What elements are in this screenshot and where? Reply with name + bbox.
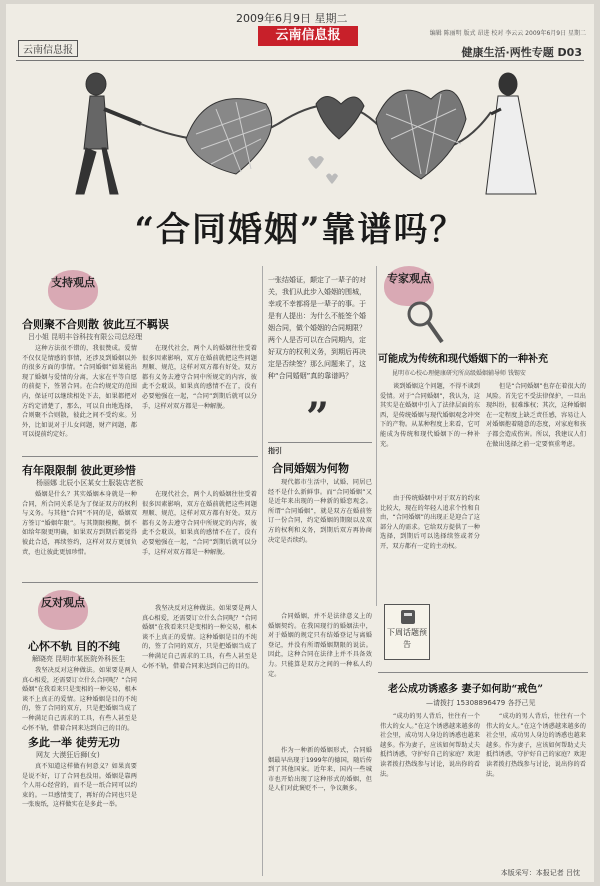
next-topic-byline: —请拨打 15308896479 各抒己见 [426, 699, 536, 707]
oppose-byline-2: 网友 大漠狂后狮(女) [36, 751, 100, 759]
guide-text-2: 合同婚姻，并不是法律意义上的婚姻契约。在我国现行的婚姻法中，对于婚姻的规定只有结婚登记与离婚登记，并没有所谓婚姻期限的说法。因此，这种合同在法律上并不具备效力。只能算是双方之间的一种私人约定。 [268, 613, 372, 678]
column-rule [376, 266, 377, 606]
support-title: 合则聚不合则散 彼此互不羁误 [22, 318, 169, 331]
expert-tag: 专家观点 [384, 266, 434, 306]
quote-mark-icon: ” [306, 394, 330, 441]
guide-text-1: 现代都市生活中，试婚、同居已经不是什么新鲜事。而“合同婚姻”又是近年来出现的一种新的婚恋观念。所谓“合同婚姻”，就是双方在婚前签订一份合同，约定婚姻的期限以及双方的权利和义务，到期后双方再协商决定是否续约。 [268, 479, 372, 544]
support-tag: 支持观点 [48, 270, 98, 310]
man-figure [76, 73, 141, 194]
hotline-box: 下周话题预告 [384, 604, 430, 660]
next-topic-text-2: “成功的男人背后，往往有一个伟大的女人。”在这个诱惑越来越多的社会里，成功男人身边的诱惑也越来越多。作为妻子，应该如何帮助丈夫抵挡诱惑，守护好自己的家庭？欢迎读者拨打热线参与讨论，说出你的看法。 [486, 713, 586, 778]
oppose-text-1: 我坚决反对这种做法。如果要是两人真心相爱，还需要订立什么合同呢？“合同婚姻”在我看来只是变相的一种交易，根本谈不上真正的爱情。这种婚姻是目的不纯的，签了合同的双方，只是把婚姻当成了一种满足自己需求的工具，有些人甚至是心怀不轨，借着合同来达到自己的目的。 [22, 667, 137, 732]
divider [268, 442, 372, 443]
oppose-text-2: 真不知道这样做有何意义？如果真要是说不好，订了合同也没用。婚姻是靠两个人用心经营的，而不是一纸合同可以约束的。一旦感情变了，再好的合同也只是一张废纸，这样做实在是多此一举。 [22, 763, 137, 809]
support-text-2: 在现代社会，两个人的婚姻往往受着很多因素影响，双方在婚前就把这些问题理顺、规范，这样对双方都有好处。双方都有义务去遵守合同中所规定的内容，彼此不会耽误，如果真的感情不在了，没有必要勉强在一起，“合同”到期后就可以分手，这样对双方都是一种解脱。 [142, 345, 257, 410]
next-topic-text-1: “成功的男人背后，往往有一个伟大的女人。”在这个诱惑越来越多的社会里，成功男人身边的诱惑也越来越多。作为妻子，应该如何帮助丈夫抵挡诱惑，守护好自己的家庭？欢迎读者拨打热线参与讨论，说出你的看法。 [380, 713, 480, 778]
newspaper-page [6, 4, 594, 882]
woman-figure [486, 73, 536, 194]
support-byline: 吕小姐 昆明丰谷科技有限公司总经理 [28, 333, 143, 341]
expert-byline: 昆明市心校心理健康研究所高级婚姻辅导师 钱锡安 [392, 370, 526, 377]
small-heart [326, 174, 338, 185]
header-rule [16, 60, 584, 61]
divider [22, 582, 258, 583]
paper-logo: 云南信息报 [18, 40, 78, 57]
tug-of-war-illustration [46, 64, 556, 204]
divider [378, 672, 588, 673]
heart-center [316, 97, 364, 140]
small-heart [308, 156, 324, 169]
guide-text-3: 作为一种新的婚姻形式，合同婚姻最早出现于1999年的德国，随后传到了其他国家。近年来，国内一些城市也开始出现了这种形式的婚姻，但是人们对此褒贬不一，争议颇多。 [268, 747, 372, 793]
masthead: 云南信息报 [258, 26, 358, 46]
main-headline: “合同婚姻”靠谱吗？ [134, 210, 466, 250]
net-heart-right [376, 90, 466, 179]
support-text-3: 婚姻是什么？其实婚姻本身就是一种合同，所合同关系是为了保证双方的权利与义务。与其他“合同”不同的是，婚姻双方签订“婚姻年限”。与其期限模糊，倒不如给年限更明确，如果双方到期后都觉得彼此合适，再续签约，这样对双方更加负责，也让彼此更加珍惜。 [22, 491, 137, 556]
divider [22, 456, 258, 457]
expert-text-3: 由于传统婚姻中对于双方的约束比较大，现在的年轻人追求个性和自由，“合同婚姻”的出现正是迎合了这部分人的需求。它给双方提供了一种选择，到期后可以选择续签或者分开，双方都有一定的主动权。 [380, 495, 480, 550]
footer-credit: 本版采写：本报记者 吕忱 [500, 869, 580, 877]
column-rule [262, 266, 263, 876]
expert-text-2: 但是“合同婚姻”也存在着很大的风险。首先它不受法律保护，一旦出现纠纷，很难维权；其次，这种婚姻在一定程度上缺乏责任感，容易让人对婚姻抱着随意的态度，对家庭和孩子都会造成伤害。所以，我建议人们在做出选择之前一定要慎重考虑。 [486, 383, 586, 448]
magnifier-icon [406, 300, 446, 346]
guide-tag: 指引 [268, 447, 282, 455]
oppose-tag: 反对观点 [38, 590, 88, 630]
guide-title: 合同婚姻为何物 [272, 462, 349, 475]
next-topic-title: 老公成功诱惑多 妻子如何助“戒色” [388, 684, 543, 695]
expert-text-1: 谈到婚姻这个问题，不得不谈到爱情。对于“合同婚姻”，我认为，这其实是在婚姻中引入了法律层面的东西，是传统婚姻与现代婚姻观念冲突下的产物。从某种程度上来看，它可能成为传统和现代婚姻下的一种补充。 [380, 383, 480, 448]
support-text-3b: 在现代社会，两个人的婚姻往往受着很多因素影响，双方在婚前就把这些问题理顺、规范，这样对双方都有好处。双方都有义务去遵守合同中所规定的内容，彼此不会耽误，如果真的感情不在了，没有必要勉强在一起，“合同”到期后就可以分手，这样对双方都是一种解脱。 [142, 491, 257, 556]
editor-credits: 编辑 陈丽明 版式 昂进 校对 李云云 2009年6月9日 星期二 [429, 30, 586, 37]
section-title: 健康生活·两性专题 D03 [461, 46, 582, 59]
support-byline-2: 杨丽娜 北辰小区某女士服装店老板 [36, 479, 144, 487]
support-text-1: 这种方法很不错的，我很赞成。爱情不仅仅是情感的事情，还涉及到婚姻以外的很多方面的事情。“合同婚姻”如果能出现了婚姻与爱情的分离，大家在平等自愿的前提下，签署合同。在合约规定的范围内，保证可以继续相处下去，如果都把对方约定清楚了，那么，可以自由地选择，合则聚不合则散，彼此之间不受约束。另外，比如说对于儿女问题，财产问题，都可以提前约定好。 [22, 345, 137, 439]
oppose-byline: 解晓亮 昆明市某医院外科医生 [32, 655, 126, 663]
oppose-text-3: 我坚决反对这种做法。如果要是两人真心相爱，还需要订立什么合同呢？“合同婚姻”在我看来只是变相的一种交易，根本谈不上真正的爱情。这种婚姻是目的不纯的，签了合同的双方，只是把婚姻当成了一种满足自己需求的工具，有些人甚至是心怀不轨，借着合同来达到自己的目的。 [142, 605, 257, 670]
phone-icon [398, 608, 418, 626]
intro-quote: 一张结婚证，颠定了一辈子的对关，我们从此步入婚姻的围城，幸或不幸都将是一辈子的事。于是有人提出：为什么不能签个婚姻合同，做个婚姻的合同期限？两个人是否可以在合同期内，定好双方的权利义务，到期后再决定是否续签？那么问题来了，这种“合同婚姻”真的靠谱吗？ [268, 276, 366, 380]
expert-title: 可能成为传统和现代婚姻下的一种补充 [378, 354, 548, 365]
oppose-title: 心怀不轨 目的不纯 [28, 640, 120, 653]
oppose-title-2: 多此一举 徒劳无功 [28, 736, 120, 749]
net-heart-left [186, 99, 272, 174]
issue-date: 2009年6月9日 星期二 [236, 12, 348, 25]
support-title-2: 有年限限制 彼此更珍惜 [22, 464, 136, 477]
